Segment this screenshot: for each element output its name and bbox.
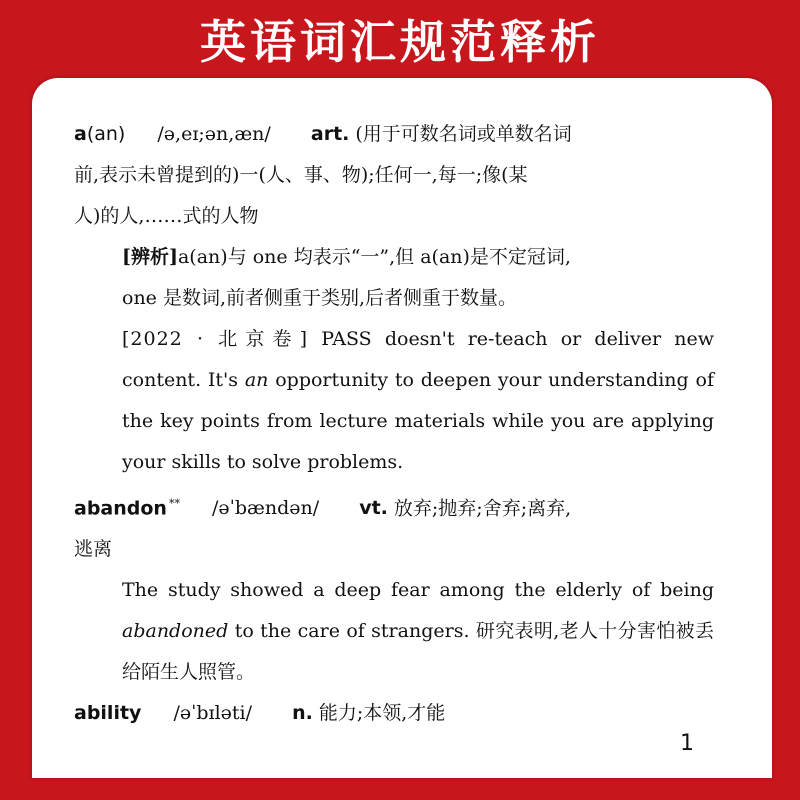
analysis-text: one 是数词,前者侧重于类别,后者侧重于数量。 [122, 287, 518, 309]
page-content [74, 114, 714, 734]
example-text: to the care of strangers. 研究表明,老人十分害怕被丢给陌生人照管。 [122, 620, 714, 684]
phonetic: /əˈbændən/ [212, 497, 320, 520]
example-sentence [74, 319, 714, 483]
example-sentence [74, 570, 714, 693]
entry-headline [74, 693, 714, 734]
frequency-stars: ** [168, 497, 180, 510]
headword: a [74, 123, 87, 145]
headword-variant: (an) [86, 123, 126, 145]
example-text: opportunity to deepen your understanding of the key points from lecture materials while you are applying your skills to solve problems. [122, 369, 714, 473]
definition-line: (用于可数名词或单数名词 [355, 123, 572, 145]
part-of-speech: art. [310, 123, 350, 145]
entry-headline [74, 483, 714, 529]
headword: ability [74, 702, 142, 725]
example-highlight: an [244, 369, 269, 391]
headword: abandon [74, 497, 167, 520]
example-text: PASS doesn't re-teach or deliver new content. It's [122, 328, 714, 391]
entry-ability [74, 693, 714, 734]
definition-line: 前,表示未曾提到的)一(人、事、物);任何一,每一;像(某 [74, 164, 528, 186]
phonetic: /ə,eɪ;ən,æn/ [157, 123, 271, 145]
part-of-speech: n. [292, 702, 313, 725]
analysis-label: [辨析] [122, 246, 178, 268]
phonetic: /əˈbɪləti/ [173, 702, 253, 725]
banner-title: 英语词汇规范释析 [200, 15, 600, 69]
example-highlight: abandoned [122, 620, 229, 643]
analysis-note [74, 237, 714, 319]
entry-a [74, 114, 714, 483]
dictionary-page [32, 78, 772, 778]
title-banner [0, 0, 800, 78]
page-number: 1 [680, 731, 694, 756]
example-text: The study showed a deep fear among the elderly of being [122, 579, 714, 602]
analysis-text: a(an)与 one 均表示“一”,但 a(an)是不定冠词, [177, 246, 571, 268]
example-source: [2022 · 北京卷] [122, 328, 309, 350]
entry-headline [74, 114, 714, 155]
definition-line: 放弃;抛弃;舍弃;离弃, [393, 497, 572, 520]
entry-abandon [74, 483, 714, 693]
definition-line: 逃离 [74, 538, 113, 561]
definition-line: 能力;本领,才能 [318, 702, 446, 725]
definition-line: 人)的人,……式的人物 [74, 205, 259, 227]
part-of-speech: vt. [359, 497, 388, 520]
